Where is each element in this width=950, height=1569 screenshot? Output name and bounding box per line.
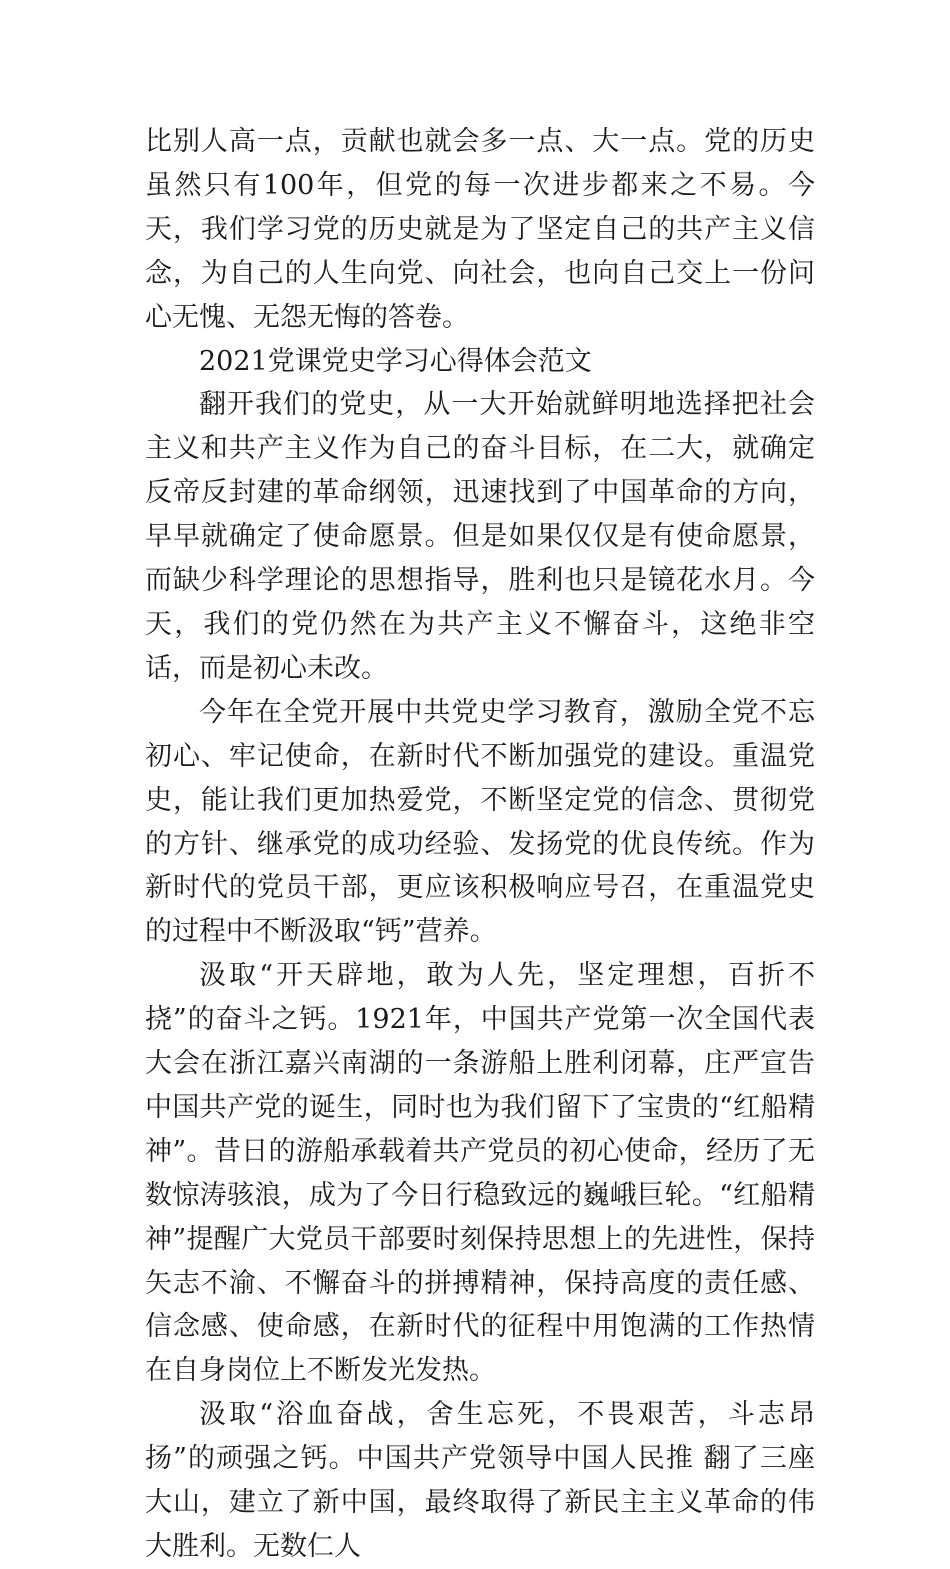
body-paragraph-3: 汲取“开天辟地，敢为人先，坚定理想，百折不挠”的奋斗之钙。1921年，中国共产党第一次全国代表大会在浙江嘉兴南湖的一条游船上胜利闭幕，庄严宣告中国共产党的诞生，同时也为我们留下了宝贵的“红船精神”。昔日的游船承载着共产党员的初心使命，经历了无数惊涛骇浪，成为了今日行稳致远的巍峨巨轮。“红船精神”提醒广大党员干部要时刻保持思想上的先进性，保持矢志不渝、不懈奋斗的拼搏精神，保持高度的责任感、信念感、使命感，在新时代的征程中用饱满的工作热情在自身岗位上不断发光发热。	[145, 960, 815, 1387]
document-title: 2021党课党史学习心得体会范文	[199, 345, 592, 377]
document-body	[145, 120, 815, 1569]
body-paragraph-1: 翻开我们的党史，从一大开始就鲜明地选择把社会主义和共产主义作为自己的奋斗目标，在二大，就确定反帝反封建的革命纲领，迅速找到了中国革命的方向，早早就确定了使命愿景。但是如果仅仅是有使命愿景，而缺少科学理论的思想指导，胜利也只是镜花水月。今天，我们的党仍然在为共产主义不懈奋斗，这绝非空话，而是初心未改。	[145, 389, 815, 684]
body-paragraph-2: 今年在全党开展中共党史学习教育，激励全党不忘初心、牢记使命，在新时代不断加强党的建设。重温党史，能让我们更加热爱党，不断坚定党的信念、贯彻党的方针、继承党的成功经验、发扬党的优良传统。作为新时代的党员干部，更应该积极响应号召，在重温党史的过程中不断汲取“钙”营养。	[145, 696, 815, 948]
body-paragraph-4: 汲取“浴血奋战，舍生忘死，不畏艰苦，斗志昂扬”的顽强之钙。中国共产党领导中国人民推 翻了三座大山，建立了新中国，最终取得了新民主主义革命的伟大胜利。无数仁人	[145, 1399, 815, 1562]
continuation-paragraph: 比别人高一点，贡献也就会多一点、大一点。党的历史虽然只有100年，但党的每一次进步都来之不易。今天，我们学习党的历史就是为了坚定自己的共产主义信念，为自己的人生向党、向社会，也向自己交上一份问心无愧、无怨无悔的答卷。	[145, 126, 815, 333]
